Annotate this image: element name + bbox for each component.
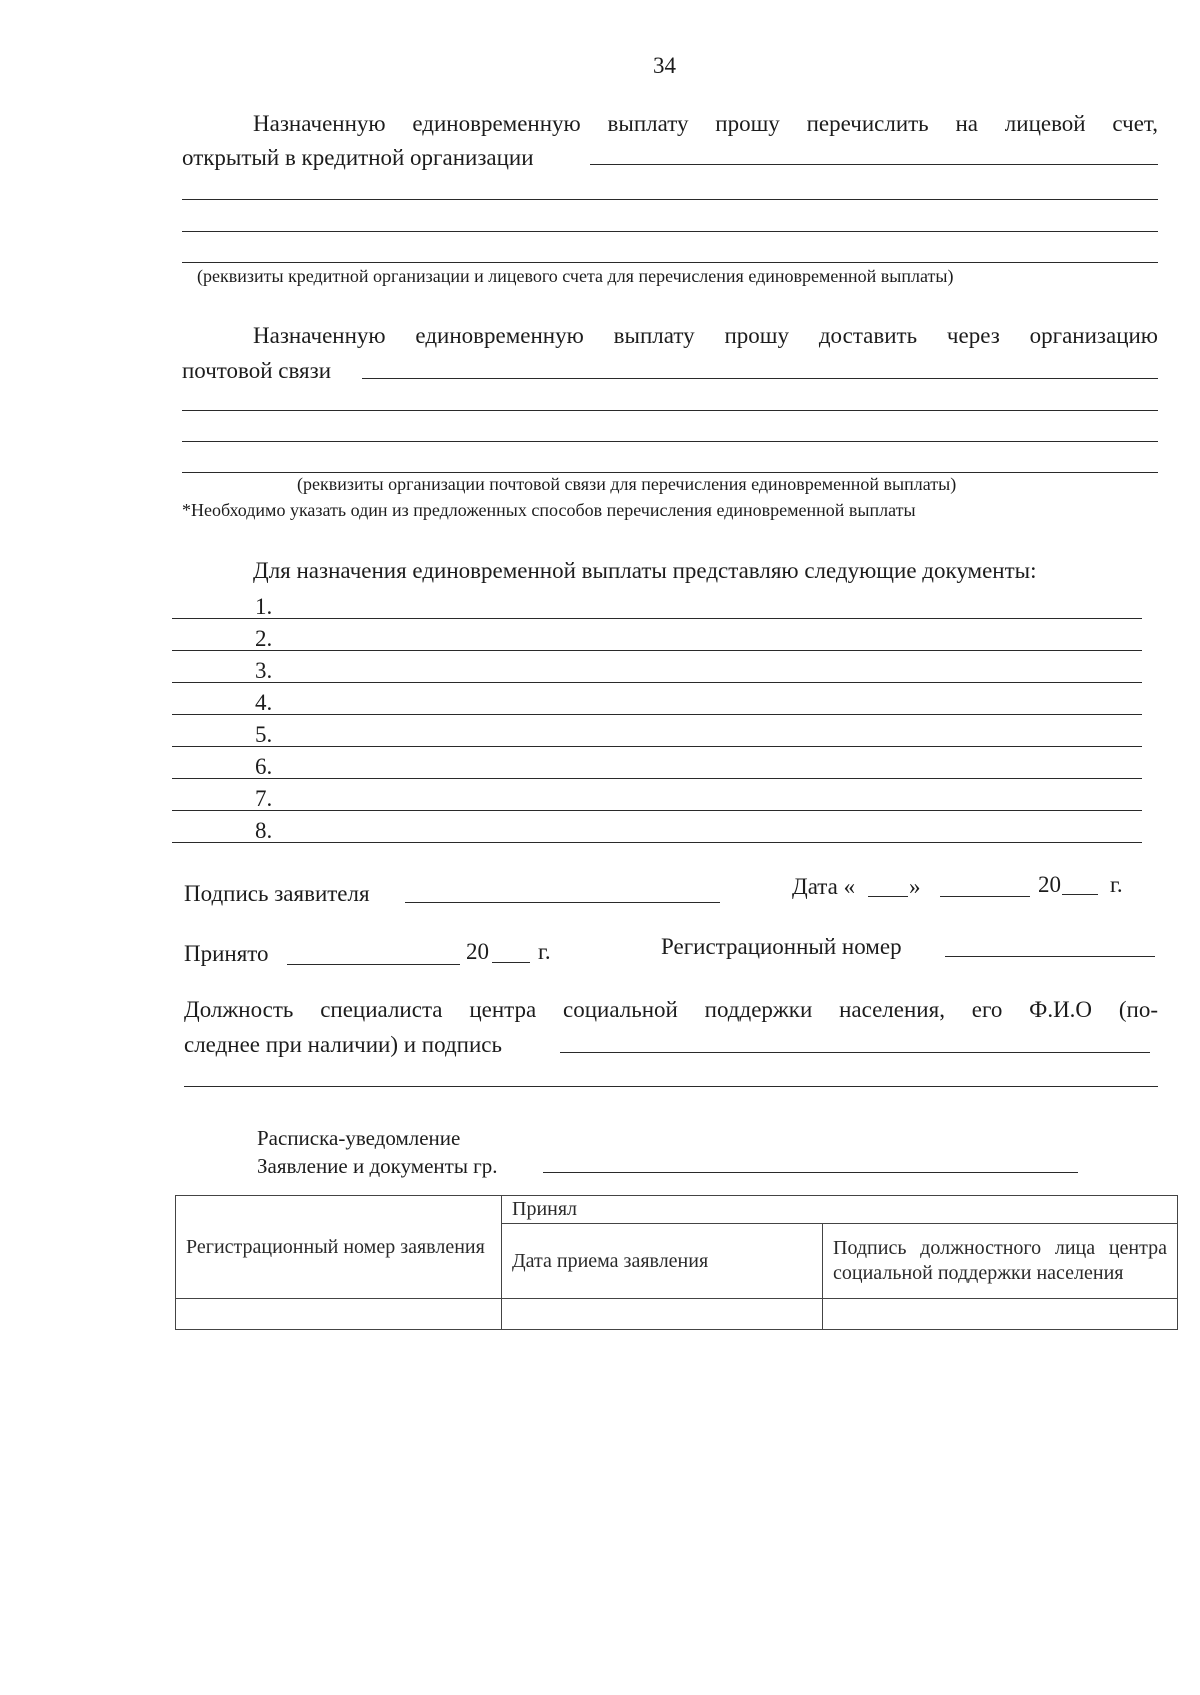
account-fill-line-1[interactable] xyxy=(590,164,1158,165)
applicant-signature-field[interactable] xyxy=(405,902,720,903)
document-item-number: 7. xyxy=(255,786,273,811)
receipt-applicant-field[interactable] xyxy=(543,1172,1078,1173)
page-number: 34 xyxy=(653,53,676,78)
document-item-line[interactable] xyxy=(172,650,1142,651)
document-item-number: 6. xyxy=(255,754,273,779)
account-paragraph-line2: открытый в кредитной организации xyxy=(182,145,534,170)
document-item-line[interactable] xyxy=(172,746,1142,747)
registration-number-label: Регистрационный номер xyxy=(661,934,902,959)
document-item-number: 8. xyxy=(255,818,273,843)
accepted-group-header: Принял xyxy=(502,1196,1178,1224)
account-fill-line-4[interactable] xyxy=(182,262,1158,263)
receipt-table-header-row xyxy=(176,1196,1178,1224)
post-paragraph-line1: Назначенную единовременную выплату прошу доставить через организацию xyxy=(253,323,1158,348)
registration-number-column-header: Регистрационный номер заявления xyxy=(176,1196,502,1299)
document-item-line[interactable] xyxy=(172,810,1142,811)
date-quote-close: » xyxy=(909,874,921,899)
accepted-year-field[interactable] xyxy=(492,962,530,963)
document-item-number: 1. xyxy=(255,594,273,619)
post-fill-line-2[interactable] xyxy=(182,410,1158,411)
account-paragraph-line1: Назначенную единовременную выплату прошу перечислить на лицевой счет, xyxy=(253,111,1158,136)
accepted-label: Принято xyxy=(184,941,269,966)
date-year-field[interactable] xyxy=(1062,894,1098,895)
official-signature-cell[interactable] xyxy=(823,1299,1178,1330)
document-item-number: 4. xyxy=(255,690,273,715)
post-note: *Необходимо указать один из предложенных способов перечисления единовременной выплаты xyxy=(182,500,916,520)
applicant-signature-label: Подпись заявителя xyxy=(184,881,370,906)
post-fill-line-3[interactable] xyxy=(182,441,1158,442)
specialist-signature-field-2[interactable] xyxy=(184,1086,1158,1087)
document-item-line[interactable] xyxy=(172,682,1142,683)
accepted-year-prefix: 20 xyxy=(466,939,489,964)
specialist-line1: Должность специалиста центра социальной поддержки населения, его Ф.И.О (по- xyxy=(184,997,1158,1022)
registration-number-cell[interactable] xyxy=(176,1299,502,1330)
documents-heading: Для назначения единовременной выплаты представляю следующие документы: xyxy=(253,558,1037,583)
date-prefix: Дата « xyxy=(792,874,856,899)
document-item-number: 2. xyxy=(255,626,273,651)
account-fill-line-2[interactable] xyxy=(182,199,1158,200)
acceptance-date-cell[interactable] xyxy=(502,1299,823,1330)
receipt-title: Расписка-уведомление xyxy=(257,1126,461,1150)
accepted-date-field[interactable] xyxy=(287,964,460,965)
post-caption: (реквизиты организации почтовой связи для перечисления единовременной выплаты) xyxy=(297,474,957,494)
receipt-table-row xyxy=(176,1299,1178,1330)
date-year-prefix: 20 xyxy=(1038,872,1061,897)
account-fill-line-3[interactable] xyxy=(182,231,1158,232)
receipt-table xyxy=(175,1195,1178,1330)
official-signature-column-header: Подпись должностного лица центра социальной поддержки населения xyxy=(823,1223,1178,1298)
registration-number-field[interactable] xyxy=(945,956,1155,957)
document-item-number: 3. xyxy=(255,658,273,683)
document-item-line[interactable] xyxy=(172,714,1142,715)
date-day-field[interactable] xyxy=(868,896,908,897)
post-paragraph-line2: почтовой связи xyxy=(182,358,332,383)
specialist-signature-field-1[interactable] xyxy=(560,1052,1150,1053)
accepted-year-suffix: г. xyxy=(538,939,551,964)
acceptance-date-column-header: Дата приема заявления xyxy=(502,1223,823,1298)
document-item-line[interactable] xyxy=(172,618,1142,619)
date-year-suffix: г. xyxy=(1110,872,1123,897)
receipt-line-label: Заявление и документы гр. xyxy=(257,1154,498,1178)
post-fill-line-1[interactable] xyxy=(362,378,1158,379)
document-item-line[interactable] xyxy=(172,778,1142,779)
date-month-field[interactable] xyxy=(940,896,1030,897)
document-item-number: 5. xyxy=(255,722,273,747)
document-item-line[interactable] xyxy=(172,842,1142,843)
specialist-line2: следнее при наличии) и подпись xyxy=(184,1032,502,1057)
account-caption: (реквизиты кредитной организации и лицевого счета для перечисления единовременной выплаты) xyxy=(197,266,954,286)
